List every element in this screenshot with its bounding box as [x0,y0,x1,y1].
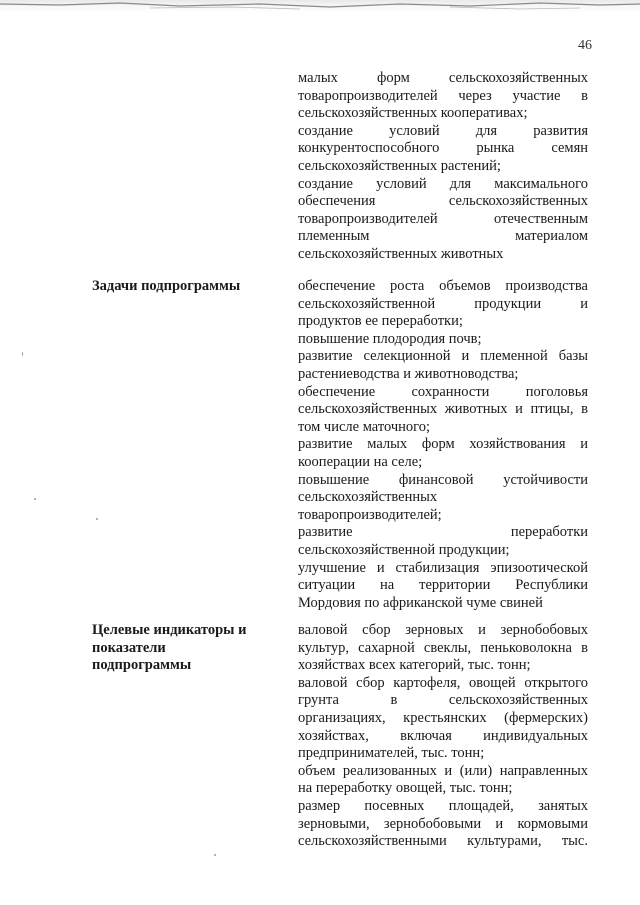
text-line: конкурентоспособного рынка семян [298,140,588,157]
indicators-text [298,622,588,851]
text-line: сельскохозяйственной продукции; [298,541,510,558]
text-line: зерновыми, зернобобовыми и кормовыми [298,815,588,832]
text-line: создание условий для развития [298,122,588,139]
text-line: обеспечение сохранности поголовья [298,383,588,400]
text-line: развитие переработки [298,524,588,541]
text-line: товаропроизводителей отечественным [298,210,588,227]
text-line: племенным материалом [298,228,588,245]
tasks-label: Задачи подпрограммы [92,278,241,294]
text-line: хозяйствах, включая индивидуальных [298,727,588,744]
text-line: сельскохозяйственной продукции и [298,295,588,312]
scan-speck [22,352,23,356]
text-line: Мордовия по африканской чуме свиней [298,594,543,611]
scan-speck [214,854,216,856]
text-line: сельскохозяйственных растений; [298,157,501,174]
indicators-label [92,622,272,675]
text-line: ситуации на территории Республики [298,577,588,594]
text-line: организациях, крестьянских (фермерских) [298,709,588,726]
text-line: улучшение и стабилизация эпизоотической [298,559,588,576]
text-line: обеспечения сельскохозяйственных [298,193,588,210]
text-line: создание условий для максимального [298,175,588,192]
text-line: развитие малых форм хозяйствования и [298,436,588,453]
scan-speck [96,518,98,520]
tasks-text [298,278,588,612]
text-line: повышение финансовой устойчивости [298,471,588,488]
text-line: объем реализованных и (или) направленных [298,762,588,779]
text-line: сельскохозяйственными культурами, тыс. [298,833,588,850]
scan-edge-artifact [0,0,640,12]
text-line: на переработку овощей, тыс. тонн; [298,780,513,797]
text-line: продуктов ее переработки; [298,313,463,330]
text-line: малых форм сельскохозяйственных [298,70,588,86]
text-line: сельскохозяйственных животных [298,245,504,262]
text-line: растениеводства и животноводства; [298,365,519,382]
text-line: валовой сбор картофеля, овощей открытого [298,674,588,691]
continuation-text [298,70,588,264]
text-line: товаропроизводителей через участие в [298,87,588,104]
text-line: сельскохозяйственных [298,489,438,506]
text-line: размер посевных площадей, занятых [298,797,588,814]
text-line: валовой сбор зерновых и зернобобовых [298,622,588,638]
text-line: сельскохозяйственных животных и птицы, в [298,401,588,418]
text-line: кооперации на селе; [298,453,423,470]
text-line: том числе маточного; [298,418,431,435]
text-line: товаропроизводителей; [298,506,442,523]
text-line: повышение плодородия почв; [298,330,482,347]
indicators-label-line: показатели [92,639,166,656]
text-line: хозяйствах всех категорий, тыс. тонн; [298,657,531,674]
text-line: обеспечение роста объемов производства [298,278,588,294]
text-line: предпринимателей, тыс. тонн; [298,745,485,762]
text-line: грунта в сельскохозяйственных [298,692,588,709]
indicators-label-line: подпрограммы [92,657,192,673]
text-line: развитие селекционной и племенной базы [298,348,588,365]
text-line: культур, сахарной свеклы, пеньковолокна в [298,639,588,656]
text-line: сельскохозяйственных кооперативах; [298,105,528,122]
indicators-label-line: Целевые индикаторы и [92,622,247,638]
scan-speck [34,498,36,500]
page-number: 46 [578,38,592,53]
